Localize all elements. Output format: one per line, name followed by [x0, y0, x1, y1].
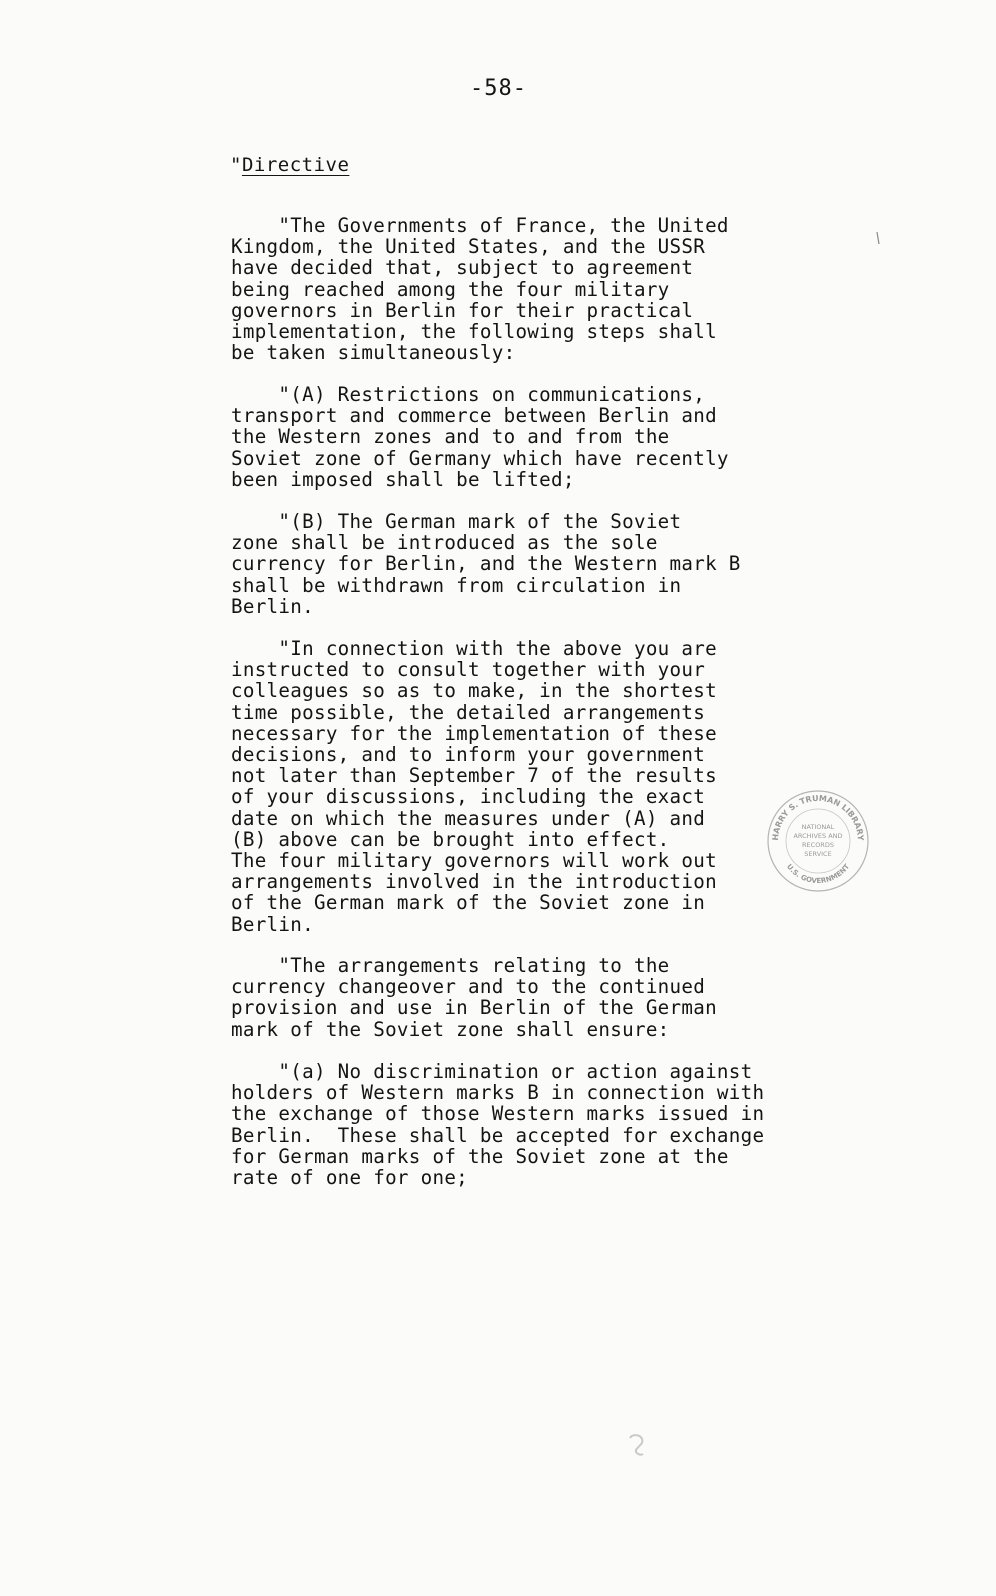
- stamp-bottom-text: U.S. GOVERNMENT: [784, 862, 852, 886]
- text-line: "(a) No discrimination or action against: [231, 1060, 753, 1083]
- text-line: "The arrangements relating to the: [231, 954, 670, 977]
- text-line: Kingdom, the United States, and the USSR: [231, 235, 706, 259]
- smudge-mark: [626, 1432, 648, 1458]
- text-line: "The Governments of France, the United: [231, 214, 729, 237]
- text-line: date on which the measures under (A) and: [231, 806, 706, 830]
- stamp-line: SERVICE: [804, 850, 832, 858]
- text-line: "(B) The German mark of the Soviet: [231, 510, 682, 533]
- text-line: holders of Western marks B in connection with: [231, 1081, 765, 1105]
- stamp-line: RECORDS: [802, 841, 834, 849]
- stray-mark: [876, 232, 880, 244]
- text-line: for German marks of the Soviet zone at the: [231, 1144, 729, 1168]
- text-line: being reached among the four military: [231, 277, 670, 301]
- text-line: arrangements involved in the introduction: [231, 870, 717, 894]
- text-line: currency changeover and to the continued: [231, 975, 706, 999]
- text-line: have decided that, subject to agreement: [231, 256, 694, 280]
- archive-stamp: [764, 787, 872, 895]
- text-line: implementation, the following steps shall: [231, 320, 717, 344]
- stamp-top-text: HARRY S. TRUMAN LIBRARY: [770, 793, 866, 841]
- paragraph-item-a: [231, 384, 729, 490]
- text-line: colleagues so as to make, in the shortest: [231, 679, 717, 703]
- text-line: rate of one for one;: [231, 1166, 469, 1190]
- text-line: of your discussions, including the exact: [231, 785, 706, 809]
- paragraph-instructions: [231, 638, 717, 935]
- text-line: transport and commerce between Berlin and: [231, 404, 717, 428]
- text-line: be taken simultaneously:: [231, 341, 516, 365]
- text-line: (B) above can be brought into effect.: [231, 827, 670, 851]
- text-line: the Western zones and to and from the: [231, 425, 670, 449]
- paragraph-item-a-lower: [231, 1061, 764, 1188]
- page-number: -58-: [470, 76, 527, 101]
- text-line: "(A) Restrictions on communications,: [231, 383, 706, 406]
- text-line: currency for Berlin, and the Western mark B: [231, 552, 741, 576]
- text-line: mark of the Soviet zone shall ensure:: [231, 1017, 670, 1041]
- text-line: Berlin.: [231, 594, 314, 618]
- paragraph-intro: [231, 215, 729, 363]
- text-line: Berlin. These shall be accepted for exchange: [231, 1123, 765, 1147]
- text-line: of the German mark of the Soviet zone in: [231, 891, 706, 915]
- paragraph-item-b: [231, 511, 741, 617]
- text-line: shall be withdrawn from circulation in: [231, 573, 682, 597]
- text-line: been imposed shall be lifted;: [231, 467, 575, 491]
- text-line: instructed to consult together with your: [231, 658, 706, 682]
- text-line: governors in Berlin for their practical: [231, 298, 694, 322]
- text-line: the exchange of those Western marks issued in: [231, 1102, 765, 1126]
- text-line: zone shall be introduced as the sole: [231, 531, 658, 555]
- paragraph-arrangements: [231, 955, 717, 1040]
- directive-heading: [230, 154, 349, 176]
- stamp-line: ARCHIVES AND: [793, 832, 843, 840]
- text-line: necessary for the implementation of these: [231, 721, 717, 745]
- text-line: time possible, the detailed arrangements: [231, 700, 706, 724]
- heading-title: Directive: [241, 154, 350, 176]
- text-line: Berlin.: [231, 912, 314, 936]
- text-line: The four military governors will work out: [231, 849, 717, 873]
- text-line: provision and use in Berlin of the German: [231, 996, 717, 1020]
- text-line: "In connection with the above you are: [231, 637, 717, 660]
- text-line: Soviet zone of Germany which have recently: [231, 446, 729, 470]
- text-line: not later than September 7 of the results: [231, 764, 717, 788]
- text-line: decisions, and to inform your government: [231, 743, 706, 767]
- heading-quote: ": [230, 154, 242, 176]
- stamp-line: NATIONAL: [801, 823, 835, 831]
